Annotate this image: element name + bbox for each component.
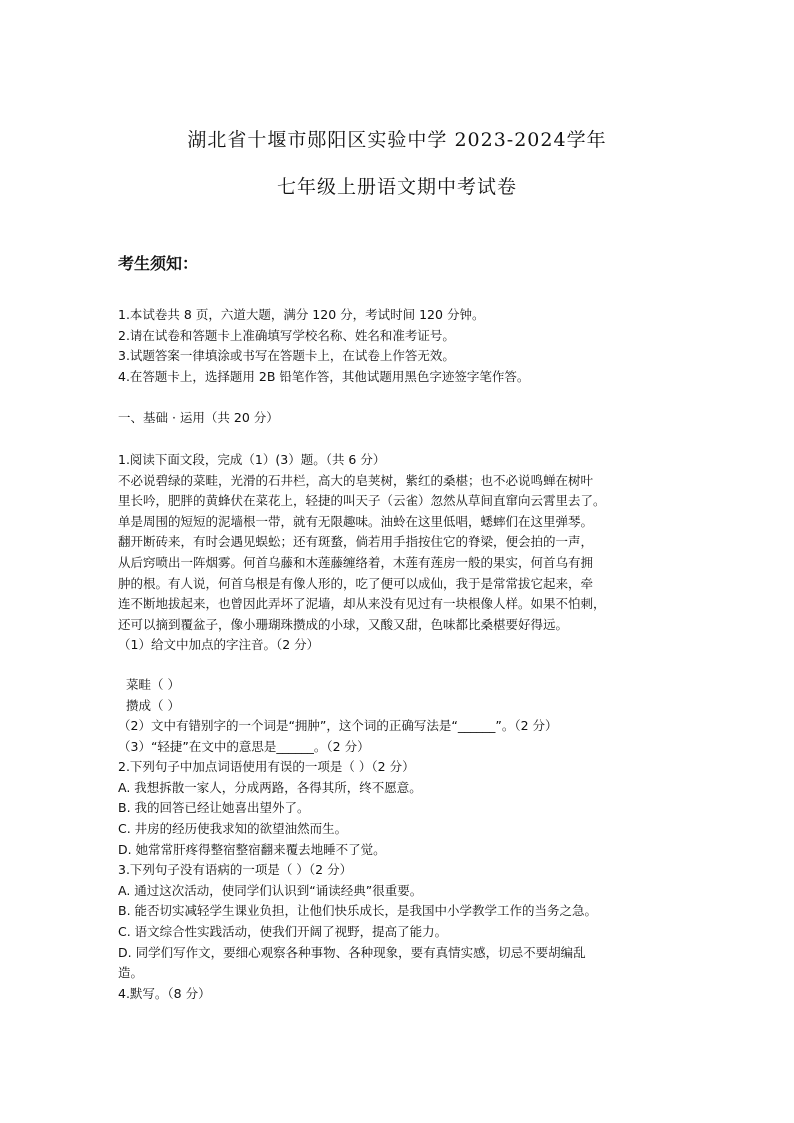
- passage-line: 连不断地拔起来，也曾因此弄坏了泥墙，却从来没有见过有一块根像人样。如果不怕刺，: [118, 596, 606, 612]
- exam-title-line2: 七年级上册语文期中考试卷: [276, 176, 517, 198]
- question-1-stem: 1.阅读下面文段，完成（1）(3）题。（共 6 分）: [118, 451, 386, 467]
- passage-line: 不必说碧绿的菜畦，光滑的石井栏，高大的皂荚树，紫红的桑椹；也不必说鸣蝉在树叶: [118, 472, 594, 488]
- question-3-stem: 3.下列句子没有语病的一项是（ ）（2 分）: [118, 862, 353, 878]
- passage-line: 单是周围的短短的泥墙根一带，就有无限趣味。油蛉在这里低唱，蟋蟀们在这里弹琴。: [118, 513, 594, 529]
- question-3-option: A. 通过这次活动，使同学们认识到“诵读经典”很重要。: [118, 882, 423, 898]
- reading-passage: [118, 471, 678, 636]
- question-2-option: C. 井房的经历使我求知的欲望油然而生。: [118, 821, 348, 837]
- question-4-stem: 4.默写。（8 分）: [118, 985, 211, 1001]
- passage-line: 里长吟，肥胖的黄蜂伏在菜花上，轻捷的叫天子（云雀）忽然从草间直窜向云霄里去了。: [118, 493, 606, 509]
- notice-heading: 考生须知：: [118, 254, 199, 273]
- pinyin-word: 攒成（ ）: [126, 697, 180, 713]
- passage-line: 从后窍喷出一阵烟雾。何首乌藤和木莲藤缠络着，木莲有莲房一般的果实，何首乌有拥: [118, 554, 594, 570]
- exam-title-line1: 湖北省十堰市郧阳区实验中学 2023-2024学年: [187, 129, 607, 151]
- notice-item: 1.本试卷共 8 页，六道大题，满分 120 分，考试时间 120 分钟。: [118, 307, 485, 322]
- notice-item: 3.试题答案一律填涂或书写在答题卡上，在试卷上作答无效。: [118, 348, 455, 364]
- question-1-sub1: （1）给文中加点的字注音。（2 分）: [118, 637, 320, 653]
- question-2-option: D. 她常常肝疼得整宿整宿翻来覆去地睡不了觉。: [118, 841, 386, 857]
- question-1-sub2: （2）文中有错别字的一个词是“拥肿”，这个词的正确写法是“______”。（2 分）: [118, 718, 558, 734]
- question-1-sub3: （3）“轻捷”在文中的意思是______。（2 分）: [118, 738, 370, 754]
- exam-body: [118, 305, 678, 1004]
- notice-item: 4.在答题卡上，选择题用 2B 铅笔作答，其他试题用黑色字迹签字笔作答。: [118, 368, 530, 384]
- question-2-stem: 2.下列句子中加点词语使用有误的一项是（ ）（2 分）: [118, 759, 415, 775]
- section-heading: 一、基础 · 运用（共 20 分）: [118, 410, 279, 426]
- question-2-option: B. 我的回答已经让她喜出望外了。: [118, 800, 310, 816]
- question-3-option: C. 语文综合性实践活动，使我们开阔了视野，提高了能力。: [118, 924, 448, 940]
- passage-line: 还可以摘到覆盆子，像小珊瑚珠攒成的小球，又酸又甜，色味都比桑椹要好得远。: [118, 616, 569, 632]
- question-3-option: D. 同学们写作文，要细心观察各种事物、各种现象，要有真情实感，切忌不要胡编乱: [118, 944, 586, 960]
- notice-item: 2.请在试卷和答题卡上准确填写学校名称、姓名和准考证号。: [118, 327, 455, 343]
- passage-line: 肿的根。有人说，何首乌根是有像人形的，吃了便可以成仙，我于是常常拔它起来，牵: [118, 575, 594, 591]
- passage-line: 翻开断砖来，有时会遇见蜈蚣；还有斑蝥，倘若用手指按住它的脊梁，便会拍的一声，: [118, 534, 594, 550]
- question-3-option: B. 能否切实减轻学生课业负担，让他们快乐成长，是我国中小学教学工作的当务之急。: [118, 903, 598, 919]
- question-2-option: A. 我想拆散一家人，分成两路，各得其所，终不愿意。: [118, 779, 422, 795]
- pinyin-word: 菜畦（ ）: [126, 676, 180, 692]
- question-3-option: 造。: [118, 965, 144, 981]
